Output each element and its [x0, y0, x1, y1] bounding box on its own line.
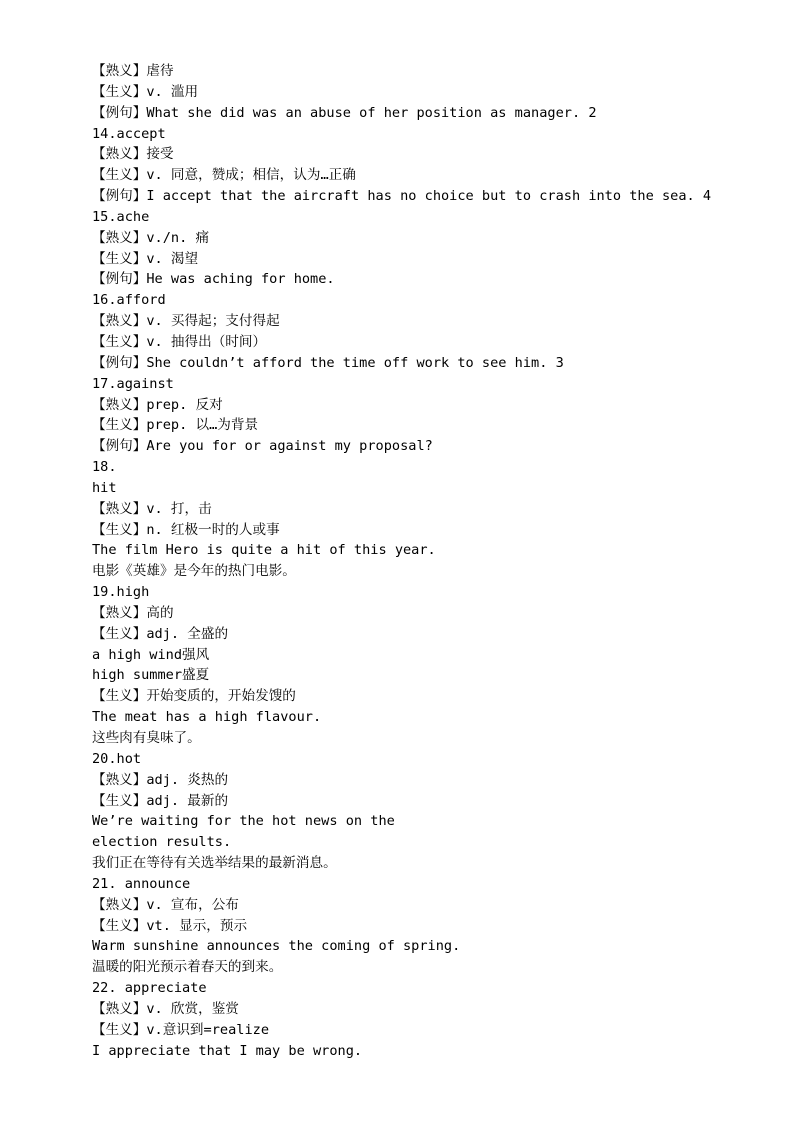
text-line: We’re waiting for the hot news on the: [92, 813, 395, 830]
text-line: 【生义】v.意识到=realize: [92, 1021, 269, 1038]
text-line: 【例句】Are you for or against my proposal?: [92, 438, 433, 455]
text-line: 【生义】v. 抽得出（时间）: [92, 333, 267, 350]
text-line: 【熟义】虐待: [92, 63, 174, 79]
text-line: a high wind强风: [92, 646, 210, 663]
text-line: 这些肉有臭味了。: [92, 730, 201, 746]
text-line: election results.: [92, 834, 232, 851]
text-line: 18.: [92, 459, 117, 476]
text-line: 【熟义】prep. 反对: [92, 396, 223, 413]
text-line: The meat has a high flavour.: [92, 709, 322, 726]
document-page: [92, 61, 732, 1062]
text-line: 【熟义】v. 宣布，公布: [92, 896, 239, 913]
text-line: 【熟义】接受: [92, 146, 174, 163]
text-line: 17.against: [92, 375, 174, 392]
text-line: 20.hot: [92, 750, 142, 767]
text-line: 【熟义】v. 买得起；支付得起: [92, 313, 280, 330]
text-line: hit: [92, 479, 117, 496]
text-line: I appreciate that I may be wrong.: [92, 1042, 363, 1059]
text-line: 16.afford: [92, 292, 166, 309]
text-line: 【熟义】v./n. 痛: [92, 229, 210, 246]
text-line: 温暖的阳光预示着春天的到来。: [92, 959, 283, 976]
text-line: 【熟义】v. 打，击: [92, 500, 212, 517]
text-line: high summer盛夏: [92, 667, 210, 684]
text-line: 【熟义】高的: [92, 604, 174, 621]
text-line: 【熟义】v. 欣赏，鉴赏: [92, 1000, 239, 1017]
text-line: Warm sunshine announces the coming of spring.: [92, 938, 461, 955]
text-line: 【生义】v. 滥用: [92, 83, 199, 100]
text-line: 21. announce: [92, 875, 191, 892]
text-line: 【生义】prep. 以…为背景: [92, 417, 259, 434]
text-line: 【熟义】adj. 炎热的: [92, 771, 229, 788]
text-line: 15.ache: [92, 208, 150, 225]
text-line: 电影《英雄》是今年的热门电影。: [92, 563, 296, 580]
text-line: 14.accept: [92, 125, 166, 142]
text-line: The film Hero is quite a hit of this year.: [92, 542, 436, 559]
text-line: 【生义】n. 红极一时的人或事: [92, 521, 280, 538]
text-line: 【生义】adj. 最新的: [92, 792, 229, 809]
text-line: 【生义】v. 渴望: [92, 250, 199, 267]
text-line: 【例句】She couldn’t afford the time off work to see him. 3: [92, 354, 564, 371]
text-line: 【例句】He was aching for home.: [92, 271, 335, 288]
text-line: 我们正在等待有关选举结果的最新消息。: [92, 855, 337, 872]
text-line: 【生义】adj. 全盛的: [92, 625, 229, 642]
text-line: 【生义】开始变质的，开始发馊的: [92, 688, 296, 705]
text-line: 【例句】What she did was an abuse of her position as manager. 2: [92, 104, 597, 121]
text-line: 【例句】I accept that the aircraft has no choice but to crash into the sea. 4: [92, 188, 712, 205]
text-line: 【生义】v. 同意，赞成；相信，认为…正确: [92, 167, 356, 184]
text-line: 【生义】vt. 显示，预示: [92, 917, 248, 934]
text-line: 19.high: [92, 584, 150, 601]
text-line: 22. appreciate: [92, 980, 207, 997]
